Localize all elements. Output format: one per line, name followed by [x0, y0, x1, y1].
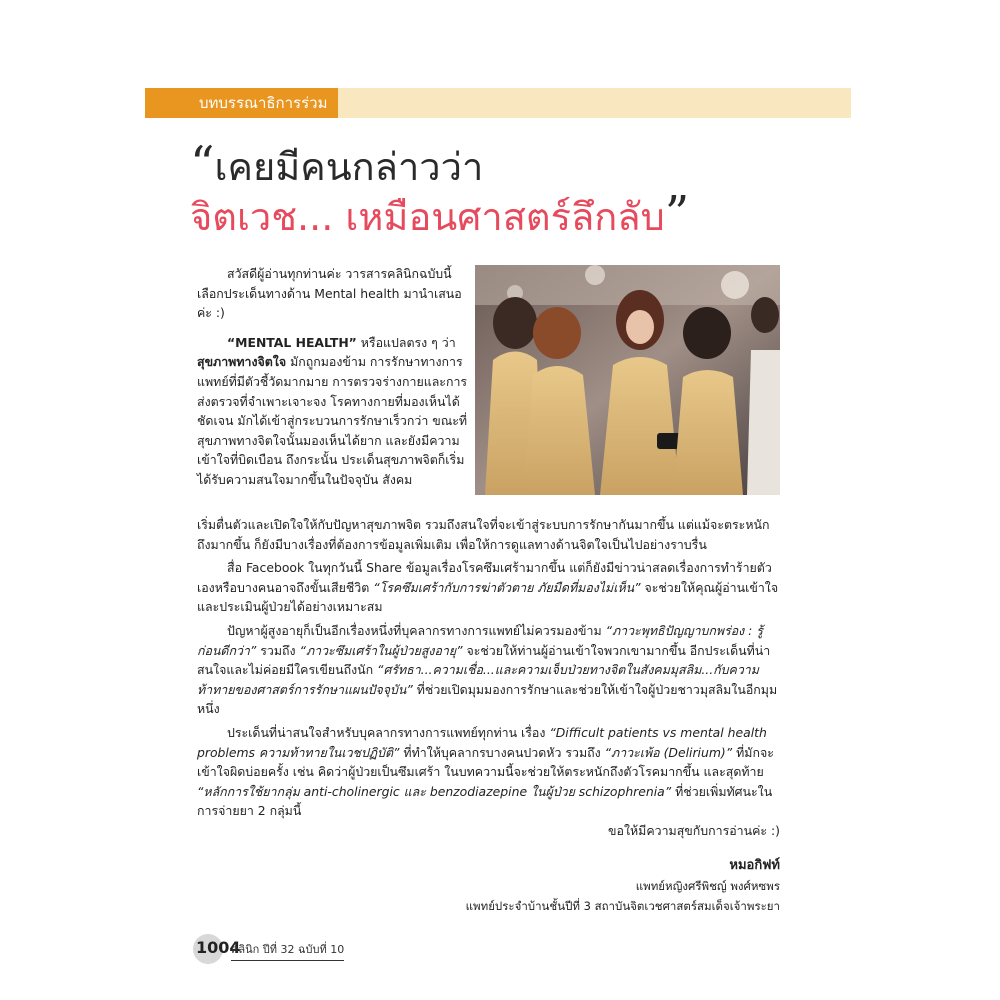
photo-women-in-gold-dresses [475, 265, 780, 495]
mental-health-thai-term: สุขภาพทางจิตใจ [197, 354, 287, 370]
author-nickname: หมอกิฟท์ [729, 858, 780, 873]
paragraph-text: สื่อ Facebook ในทุกวันนี้ Share ข้อมูลเรื่องโรคซึมเศร้ามากขึ้น แต่ก็ยังมีข่าวน่าสลดเรื่องการทำร้ายตัวเองหรือบางคนอาจถึงขั้นเสียชีวิต [197, 560, 772, 595]
paragraph-facebook [197, 558, 780, 617]
paragraph-professionals [197, 723, 780, 821]
title-line-1 [190, 136, 790, 192]
article-reference: “โรคซึมเศร้ากับการฆ่าตัวตาย ภัยมืดที่มองไม่เห็น” [373, 579, 641, 595]
article-reference: “ภาวะซึมเศร้าในผู้ป่วยสูงอายุ” [299, 642, 463, 658]
paragraph-text: ที่ทำให้บุคลากรบางคนปวดหัว รวมถึง [399, 744, 605, 760]
open-quote: “ [190, 136, 215, 192]
page-number: 1004 [196, 938, 241, 957]
title-line-1-text: เคยมีคนกล่าวว่า [214, 145, 484, 189]
close-quote: ” [664, 186, 690, 242]
paragraph-text: ปัญหาผู้สูงอายุก็เป็นอีกเรื่องหนึ่งที่บุคลากรทางการแพทย์ไม่ควรมองข้าม [227, 622, 606, 638]
mental-health-term: “MENTAL HEALTH” [227, 334, 357, 350]
article-reference: “Difficult patients vs mental health problems ความท้าทายในเวชปฏิบัติ” [197, 724, 767, 760]
title-line-2-text: จิตเวช... เหมือนศาสตร์ลึกลับ [190, 195, 665, 239]
paragraph-text: จะช่วยให้คุณผู้อ่านเข้าใจและประเมินผู้ป่วยได้อย่างเหมาะสม [197, 579, 779, 615]
article-reference: “หลักการใช้ยากลุ่ม anti-cholinergic และ benzodiazepine ในผู้ป่วย schizophrenia” [197, 783, 672, 799]
paragraph-elderly [197, 621, 780, 719]
section-label: บทบรรณาธิการร่วม [145, 88, 338, 118]
issue-info: คลินิก ปีที่ 32 ฉบับที่ 10 [231, 940, 344, 961]
paragraph-text: ที่ช่วยเพิ่มทัศนะในการจ่ายยา 2 กลุ่มนี้ [197, 783, 773, 819]
paragraph-text: ประเด็นที่น่าสนใจสำหรับบุคลากรทางการแพทย์ทุกท่าน เรื่อง [227, 724, 550, 740]
paragraph-text: หรือแปลตรง ๆ ว่า [356, 334, 456, 350]
paragraph-text: ที่มักจะเข้าใจผิดบ่อยครั้ง เช่น คิดว่าผู้ป่วยเป็นซึมเศร้า ในบทความนี้จะช่วยให้ตระหนักถึงตัวโรคมากขึ้น และสุดท้าย [197, 744, 774, 780]
author-full-name: แพทย์หญิงศรีพิชญ์ พงศ์หซพร [635, 879, 780, 893]
article-reference: “ภาวะพุทธิปัญญาบกพร่อง : รู้ก่อนดีกว่า” [197, 622, 763, 658]
article-title [190, 136, 790, 242]
photo-illustration [475, 265, 780, 495]
paragraph-text: มักถูกมองข้าม การรักษาทางการแพทย์ที่มีตัวชี้วัดมากมาย การตรวจร่างกายและการส่งตรวจที่จำเพาะเจาะจง โรคทางกายที่มองเห็นได้ชัดเจน มักได้เข้าสู่กระบวนการรักษาเร็วกว่า ขณะที่สุขภาพทางจิตใจนั้นมองเห็นได้ยาก และยังมีความเข้าใจที่บิดเบือน ถึงกระนั้น ประเด็นสุขภาพจิตก็เริ่มได้รับความสนใจมากขึ้นในปัจจุบัน สังคม [197, 354, 468, 487]
author-signature [466, 856, 780, 916]
author-position: แพทย์ประจำบ้านชั้นปีที่ 3 สถาบันจิตเวชศาสตร์สมเด็จเจ้าพระยา [465, 899, 780, 913]
paragraph-text: รวมถึง [256, 642, 300, 658]
article-column-left [197, 264, 469, 490]
paragraph-mental-health [197, 333, 469, 490]
sign-off: ขอให้มีความสุขกับการอ่านค่ะ :) [608, 823, 780, 838]
paragraph-intro: สวัสดีผู้อ่านทุกท่านค่ะ วารสารคลินิกฉบับนี้เลือกประเด็นทางด้าน Mental health มานำเสนอค่ะ :) [197, 266, 462, 321]
paragraph-continued: เริ่มตื่นตัวและเปิดใจให้กับปัญหาสุขภาพจิต รวมถึงสนใจที่จะเข้าสู่ระบบการรักษากันมากขึ้น แต่แม้จะตระหนักถึงมากขึ้น ก็ยังมีบางเรื่องที่ต้องการข้อมูลเพิ่มเติม เพื่อให้การดูแลทางด้านจิตใจเป็นไปอย่างราบรื่น [197, 517, 770, 552]
title-line-2 [190, 186, 790, 242]
article-body [197, 515, 780, 821]
article-reference: “ศรัทธา...ความเชื่อ...และความเจ็บป่วยทางจิตในสังคมมุสลิม...กับความท้าทายของศาสตร์การรักษาแผนปัจจุบัน” [197, 662, 759, 697]
article-reference: “ภาวะเพ้อ (Delirium)” [604, 744, 733, 760]
paragraph-text: ที่ช่วยเปิดมุมมองการรักษาและช่วยให้เข้าใจผู้ป่วยชาวมุสลิมในอีกมุมหนึ่ง [197, 681, 778, 717]
paragraph-text: จะช่วยให้ท่านผู้อ่านเข้าใจพวกเขามากขึ้น อีกประเด็นที่น่าสนใจและไม่ค่อยมีใครเขียนถึงนัก [197, 642, 771, 678]
